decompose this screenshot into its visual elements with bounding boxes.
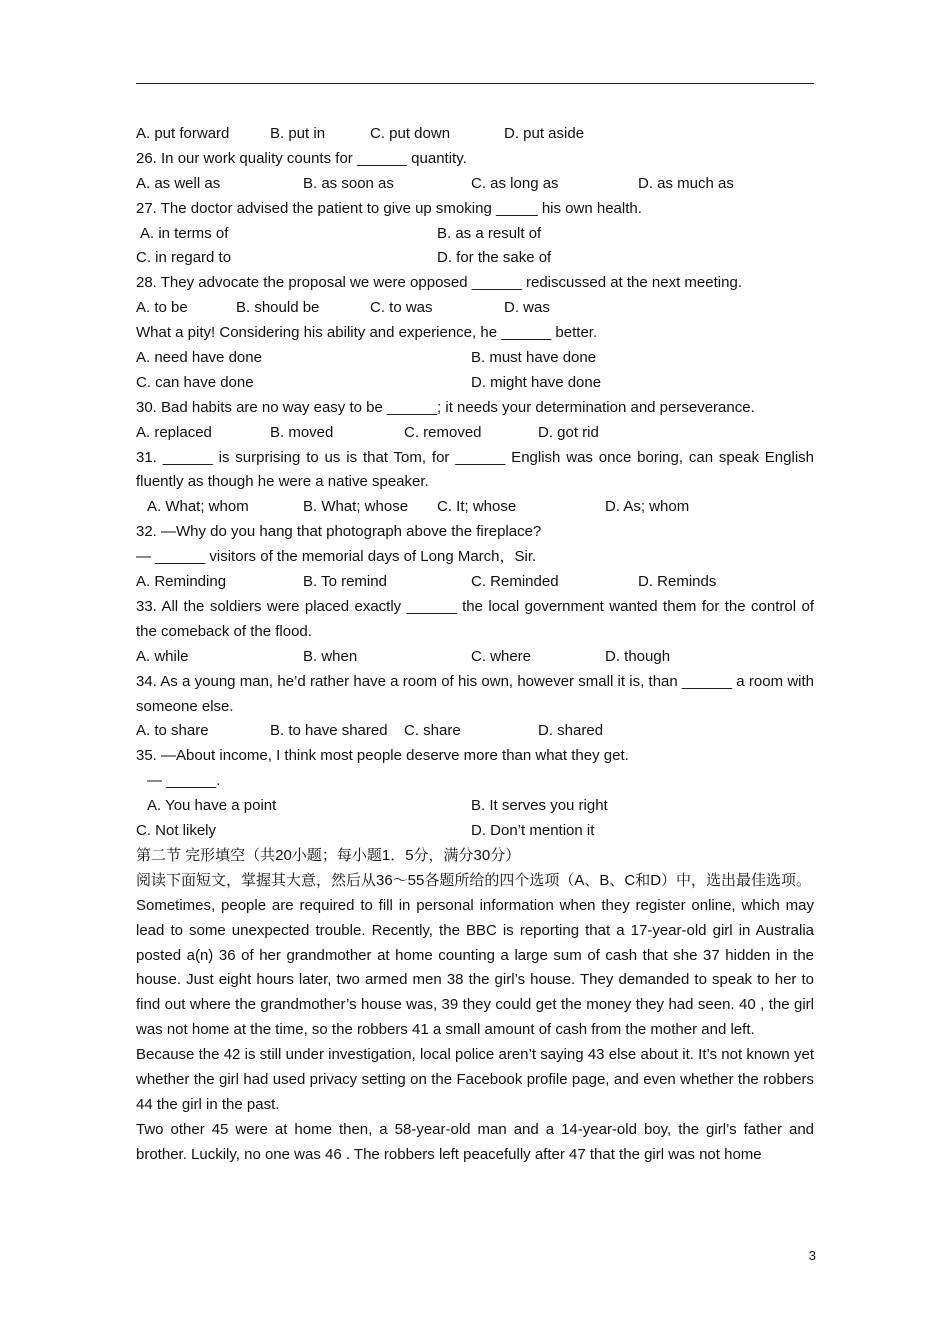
q30-options [136,421,814,446]
q29-stem: What a pity! Considering his ability and experience, he ______ better. [136,324,598,342]
q27-option-d: D. for the sake of [437,249,552,267]
section-title: 第二节 完形填空（共20小题；每小题1．5分，满分30分） [136,846,521,864]
q33-option-a: A. while [136,647,189,665]
q32-stem: 32. —Why do you hang that photograph above the fireplace? [136,523,542,541]
q31-stem: 31. ______ is surprising to us is that Tom, for ______ English was once boring, can speak English fluently as though he were a native speaker. [136,448,814,491]
q33-stem: 33. All the soldiers were placed exactly ______ the local government wanted them for the control of the comeback of the flood. [136,597,814,640]
q32-option-c: C. Reminded [471,573,559,591]
q25-option-a: A. put forward [136,125,230,142]
q26-option-d: D. as much as [638,174,734,192]
q35-stem: 35. —About income, I think most people deserve more than what they get. [136,747,629,765]
q27-options-row2 [136,246,814,271]
q34-option-b: B. to have shared [270,722,388,740]
q33-options [136,645,814,670]
q30-option-b: B. moved [270,423,334,441]
q29-option-c: C. can have done [136,373,254,391]
q30-option-c: C. removed [404,423,482,441]
q26-option-c: C. as long as [471,174,559,192]
q28-stem: 28. They advocate the proposal we were opposed ______ rediscussed at the next meeting. [136,274,742,292]
q26-option-b: B. as soon as [303,174,394,192]
q33-option-d: D. though [605,647,671,665]
q30-stem: 30. Bad habits are no way easy to be ______; it needs your determination and perseverance. [136,398,755,416]
q35-option-d: D. Don’t mention it [471,822,595,840]
q32-options [136,570,814,595]
exam-page-content [136,122,814,1168]
q26-stem: 26. In our work quality counts for ______ quantity. [136,149,467,167]
q28-option-d: D. was [504,299,550,317]
q34-stem: 34. As a young man, he’d rather have a room of his own, however small it is, than ______ a room with someone else. [136,672,814,715]
q28-option-c: C. to was [370,299,433,317]
q33-option-c: C. where [471,647,532,665]
q34-option-c: C. share [404,722,461,740]
q34-option-a: A. to share [136,722,209,740]
q25-option-c: C. put down [370,125,451,142]
q34-options [136,719,814,744]
q35-reply: — ______. [147,772,221,790]
q28-option-b: B. should be [236,299,320,317]
q32-option-a: A. Reminding [136,573,227,591]
q29-options-row1 [136,346,814,371]
q35-option-b: B. It serves you right [471,797,608,815]
q27-option-a: A. in terms of [140,224,229,242]
header-rule [136,83,814,84]
passage-paragraph-2: Because the 42 is still under investigation, local police aren’t saying 43 else about it. It’s not known yet whether the girl had used privacy setting on the Facebook profile page, and even whether the robbers 44 the girl in the past. [136,1046,814,1113]
q31-option-a: A. What; whom [147,498,249,516]
q29-option-a: A. need have done [136,349,262,367]
q27-option-b: B. as a result of [437,224,542,242]
q34-option-d: D. shared [538,722,604,740]
q32-reply: — ______ visitors of the memorial days of Long March，Sir. [136,548,537,566]
q30-option-a: A. replaced [136,423,212,441]
q26-option-a: A. as well as [136,174,221,192]
q29-option-b: B. must have done [471,349,597,367]
section-instruction: 阅读下面短文，掌握其大意，然后从36～55各题所给的四个选项（A、B、C和D）中，选出最佳选项。 [136,871,812,889]
q32-option-b: B. To remind [303,573,387,591]
q35-options-row1 [136,794,814,819]
q31-option-b: B. What; whose [303,498,409,516]
q33-option-b: B. when [303,647,358,665]
q35-options-row2 [136,819,814,844]
q30-option-d: D. got rid [538,423,599,441]
q27-option-c: C. in regard to [136,249,232,267]
q28-options [136,296,814,321]
q27-stem: 27. The doctor advised the patient to give up smoking _____ his own health. [136,199,642,217]
q27-options-row1 [136,222,814,247]
q35-option-c: C. Not likely [136,822,217,840]
q31-option-c: C. It; whose [437,498,517,516]
q28-option-a: A. to be [136,299,188,317]
q29-option-d: D. might have done [471,373,602,391]
passage-paragraph-1: Sometimes, people are required to fill in personal information when they register online, which may lead to some unexpected trouble. Recently, the BBC is reporting that a 17-year-old girl in Australia posted a(n) 36 of her grandmother at home counting a large sum of cash that she 37 hidden in the house. Just eight hours later, two armed men 38 the girl’s house. They demanded to speak to her to find out where the grandmother’s house was, 39 they could get the money they had seen. 40 , the girl was not home at the time, so the robbers 41 a small amount of cash from the mother and left. [136,896,814,1039]
q31-option-d: D. As; whom [605,498,690,516]
q29-options-row2 [136,371,814,396]
q32-option-d: D. Reminds [638,573,717,591]
q25-option-d: D. put aside [504,125,585,142]
q31-options [136,495,814,520]
q26-options [136,172,814,197]
passage-paragraph-3: Two other 45 were at home then, a 58-year-old man and a 14-year-old boy, the girl’s father and brother. Luckily, no one was 46 . The robbers left peacefully after 47 that the girl was not home [136,1120,814,1163]
q25-option-b: B. put in [270,125,326,142]
q35-option-a: A. You have a point [147,797,277,815]
q25-options [136,122,814,147]
page-number: 3 [808,1248,816,1263]
